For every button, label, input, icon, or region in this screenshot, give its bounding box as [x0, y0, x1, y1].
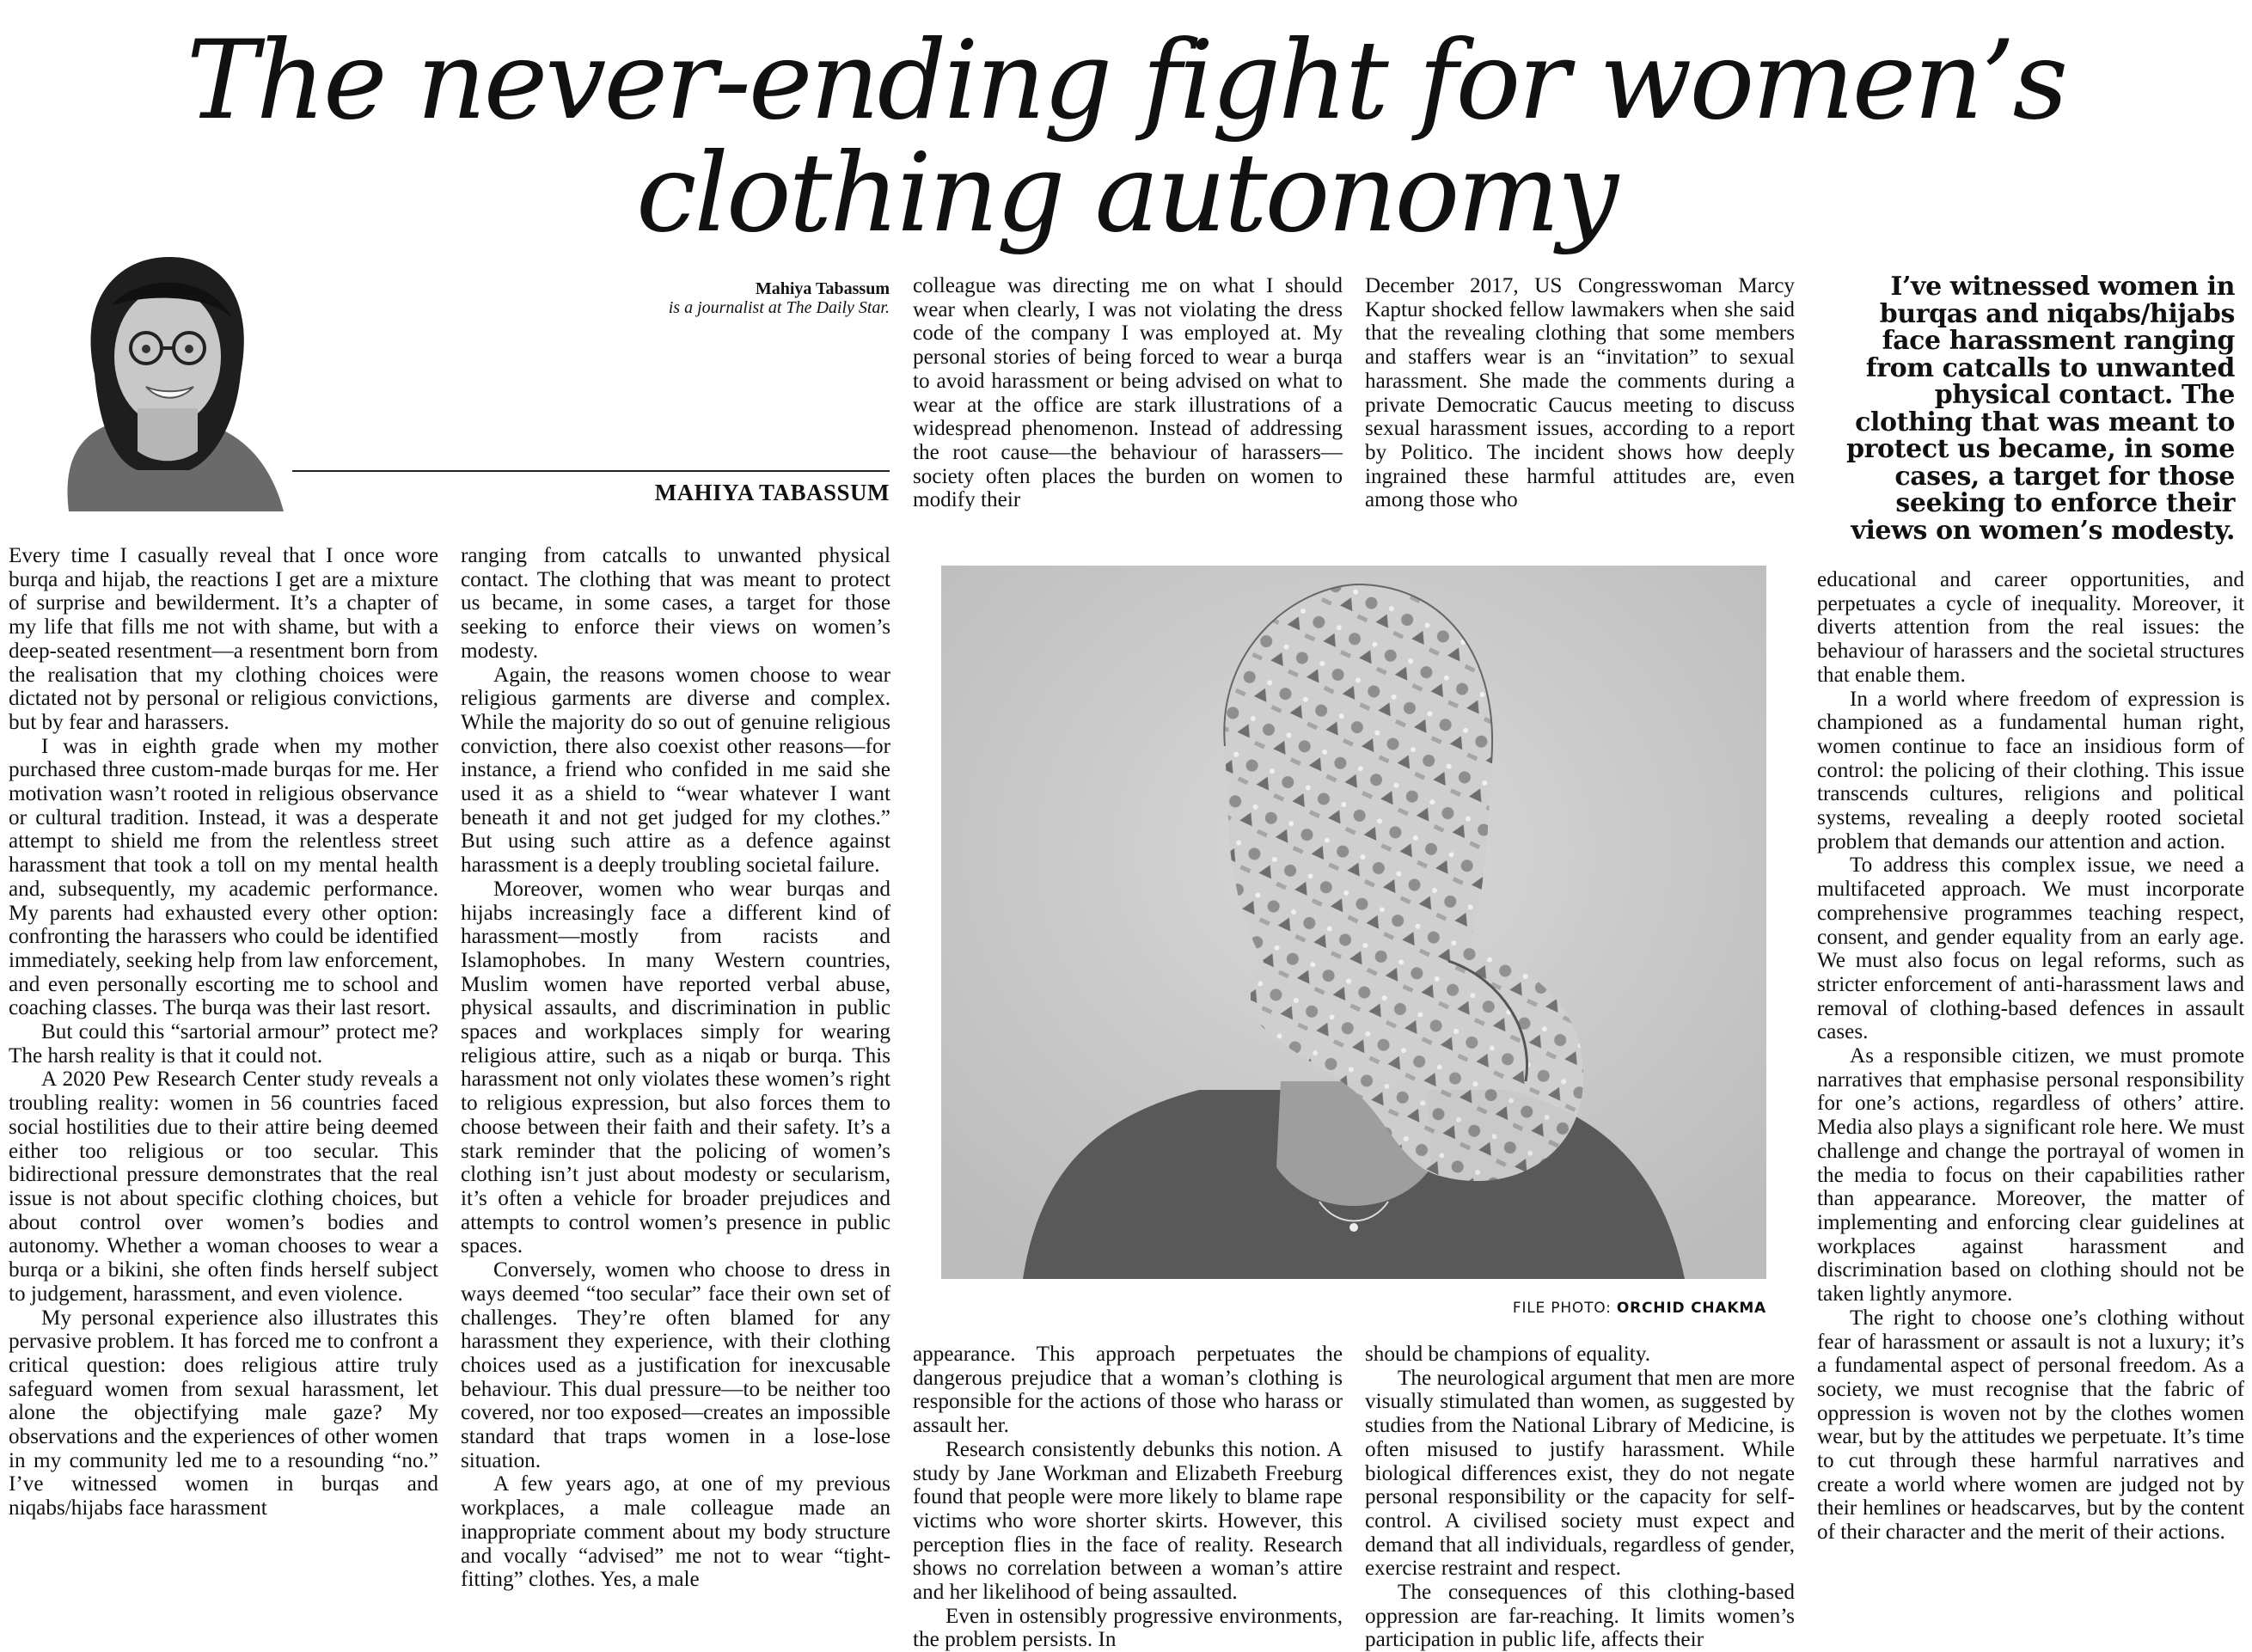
paragraph: A few years ago, at one of my previous workplaces, a male colleague made an inappropriate comment about my body structure and vocally “advised” me not to wear “tight-fitting” clothes. Yes, a male: [461, 1472, 890, 1592]
photo-credit-label: FILE PHOTO:: [1512, 1300, 1617, 1317]
paragraph: The consequences of this clothing-based oppression are far-reaching. It limits women’s participation in public life, affects their: [1365, 1581, 1795, 1652]
column-3-top: [913, 274, 1343, 512]
paragraph: appearance. This approach perpetuates the dangerous prejudice that a woman’s clothing is responsible for the actions of those who harass or assault her.: [913, 1343, 1343, 1438]
paragraph: I was in eighth grade when my mother purchased three custom-made burqas for me. Her motivation wasn’t rooted in religious observance or cultural tradition. Instead, it was a desperate attempt to shield me from the relentless street harassment that took a toll on my mental health and, subsequently, my academic performance. My parents had exhausted every other option: confronting the harassers who could be identified immediately, seeking help from law enforcement, and even personally escorting me to school and coaching classes. The burqa was their last resort.: [9, 734, 438, 1020]
paragraph: The neurological argument that men are more visually stimulated than women, as suggested by studies from the National Library of Medicine, is often misused to justify harassment. While biological differences exist, they do not negate personal responsibility or the capacity for self-control. A civilised society must expect and demand that all individuals, regardless of gender, exercise restraint and respect.: [1365, 1366, 1795, 1581]
author-portrait: [9, 245, 309, 511]
headline: [0, 17, 2252, 257]
paragraph: A 2020 Pew Research Center study reveals a troubling reality: women in 56 countries faced social hostilities due to their attire being deemed either too religious or too secular. This bidirectional pressure demonstrates that the real issue is not about specific clothing choices, but about control over women’s bodies and autonomy. Whether a woman chooses to wear a burqa or a bikini, she often finds herself subject to judgement, harassment, and even violence.: [9, 1068, 438, 1306]
paragraph: Research consistently debunks this notion. A study by Jane Workman and Elizabeth Freeburg found that people were more likely to blame rape victims who wore shorter skirts. However, this perception flies in the face of reality. Research shows no correlation between a woman’s attire and her likelihood of being assaulted.: [913, 1437, 1343, 1605]
paragraph: colleague was directing me on what I should wear when clearly, I was not violating the dress code of the company I was employed at. My personal stories of being forced to wear a burqa to avoid harassment or being advised on what to wear at the office are stark illustrations of a widespread phenomenon. Instead of addressing the root cause—the behaviour of harassers—society often places the burden on women to modify their: [913, 274, 1343, 512]
paragraph: The right to choose one’s clothing without fear of harassment or assault is not a luxury; it’s a fundamental aspect of personal freedom. As a society, we must recognise that the fabric of oppression is woven not by the clothes women wear, but by the attitudes we perpetuate. It’s time to cut through these harmful narratives and create a world where women are judged not by their hemlines or headscarves, but by the content of their character and the merit of their actions.: [1817, 1306, 2244, 1545]
author-name: Mahiya Tabassum: [755, 279, 890, 298]
paragraph: December 2017, US Congresswoman Marcy Kaptur shocked fellow lawmakers when she said that the revealing clothing that some members and staffers wear is an “invitation” to sexual harassment. She made the comments during a private Democratic Caucus meeting to discuss sexual harassment issues, according to a report by Politico. The incident shows how deeply ingrained these harmful attitudes are, even among those who: [1365, 274, 1795, 512]
paragraph: In a world where freedom of expression is championed as a fundamental human right, women continue to face an insidious form of control: the policing of their clothing. This issue transcends cultures, religions and political systems, revealing a deeply rooted societal problem that demands our attention and action.: [1817, 687, 2244, 854]
photo-credit: [1513, 1300, 1766, 1317]
paragraph: Again, the reasons women choose to wear religious garments are diverse and complex. While the majority do so out of genuine religious conviction, there also coexist other reasons—for instance, a friend who confided in me said she used it as a shield to “wear whatever I want beneath it and not get judged for my clothes.” But using such attire as a defence against harassment is a deeply troubling societal failure.: [461, 663, 890, 878]
paragraph: To address this complex issue, we need a multifaceted approach. We must incorporate comprehensive programmes teaching respect, consent, and gender equality from an early age. We must also focus on legal reforms, such as stricter enforcement of anti-harassment laws and removal of clothing-based defences in assault cases.: [1817, 854, 2244, 1044]
column-5: [1817, 568, 2244, 1545]
paragraph: should be champions of equality.: [1365, 1343, 1651, 1366]
column-1: [9, 544, 438, 1520]
paragraph: Even in ostensibly progressive environments, the problem persists. In: [913, 1604, 1343, 1652]
column-4-top: [1365, 274, 1795, 512]
paragraph: My personal experience also illustrates this pervasive problem. It has forced me to confront a critical question: does religious attire truly safeguard women from sexual harassment, let alone the objectifying male gaze? My observations and the experiences of other women in my community led me to a resounding “no.” I’ve witnessed women in burqas and niqabs/hijabs face harassment: [9, 1306, 438, 1520]
paragraph: educational and career opportunities, and perpetuates a cycle of inequality. Moreover, it diverts attention from the real issues: the behaviour of harassers and the societal structures that enable them.: [1817, 568, 2244, 687]
headline-line-1: The never-ending fight for women’s: [186, 17, 2066, 144]
paragraph: As a responsible citizen, we must promote narratives that emphasise personal responsibility for one’s actions, regardless of others’ attire. Media also plays a significant role here. We must challenge and change the portrayal of women in the media to focus on their capabilities rather than appearance. Moreover, the matter of implementing and enforcing clear guidelines at workplaces against harassment and discrimination based on clothing should not be taken lightly anymore.: [1817, 1044, 2244, 1306]
paragraph: ranging from catcalls to unwanted physical contact. The clothing that was meant to protect us became, in some cases, a target for those seeking to enforce their views on women’s modesty.: [461, 544, 890, 663]
column-4-bottom: [1365, 1343, 1795, 1652]
paragraph: Conversely, women who choose to dress in ways deemed “too secular” face their own set of challenges. They’re often blamed for any harassment they experience, with their clothing choices used as a justification for inexcusable behaviour. This dual pressure—to be neither too covered, nor too exposed—creates an impossible standard that traps women in a lose-lose situation.: [461, 1258, 890, 1472]
article-photo: [941, 566, 1766, 1279]
pull-quote: I’ve witnessed women in burqas and niqabs/hijabs face harassment ranging from catcalls to unwanted physical contact. The clothing that was meant to protect us became, in some cases, a target for those seeking to enforce their views on women’s modesty.: [1846, 272, 2235, 546]
paragraph: Moreover, women who wear burqas and hijabs increasingly face a different kind of harassment—mostly from racists and Islamophobes. In many Western countries, Muslim women have reported verbal abuse, physical assaults, and discrimination in public spaces and workplaces simply for wearing religious attire, such as a niqab or burqa. This harassment not only violates these women’s right to religious expression, but also forces them to choose between their faith and their safety. It’s a stark reminder that the policing of women’s clothing isn’t just about modesty or secularism, it’s often a vehicle for broader prejudices and attempts to control women’s presence in public spaces.: [461, 877, 890, 1258]
photo-credit-name: ORCHID CHAKMA: [1616, 1300, 1766, 1317]
byline: MAHIYA TABASSUM: [654, 480, 890, 505]
byline-rule: [292, 470, 890, 472]
column-3-bottom: [913, 1343, 1343, 1652]
author-role: is a journalist at The Daily Star.: [668, 298, 890, 317]
paragraph: But could this “sartorial armour” protect me? The harsh reality is that it could not.: [9, 1020, 438, 1068]
headline-line-2: clothing autonomy: [635, 130, 1617, 257]
column-2: [461, 544, 890, 1592]
paragraph: Every time I casually reveal that I once wore burqa and hijab, the reactions I get are a mixture of surprise and bewilderment. It’s a chapter of my life that fills me not with shame, but with a deep-seated resentment—a resentment born from the realisation that my clothing choices were dictated not by personal or religious convictions, but by fear and harassers.: [9, 544, 438, 734]
